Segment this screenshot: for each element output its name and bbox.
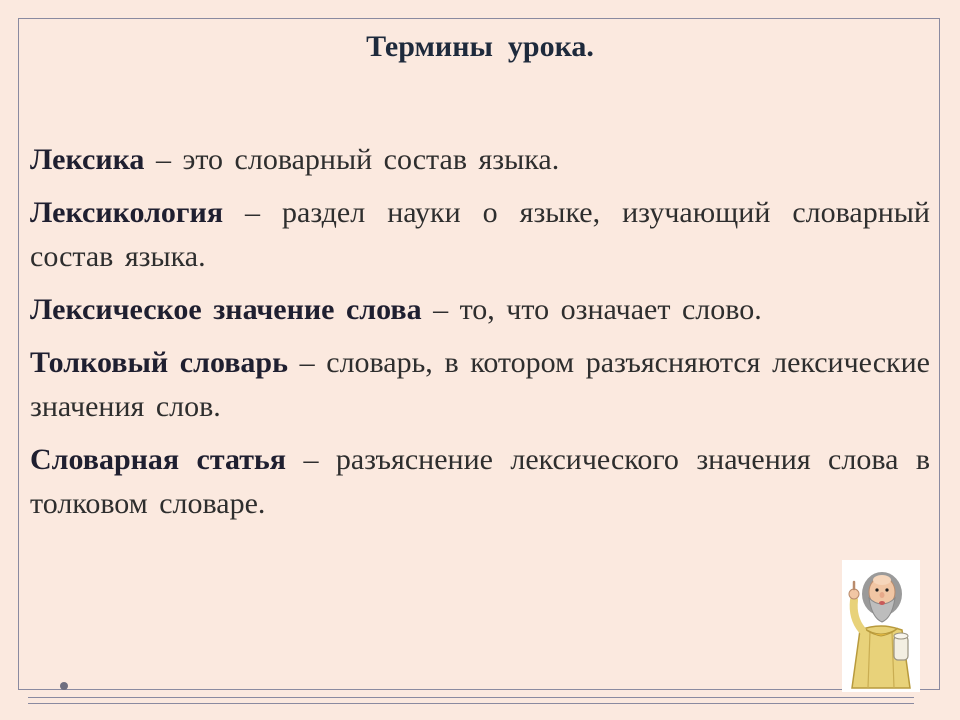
term-leksikologiya (30, 191, 930, 279)
term-name: Лексикология (30, 196, 224, 229)
bullet-dot (60, 682, 68, 690)
old-sage-scroll-icon (842, 560, 920, 692)
term-name: Лексика (30, 143, 145, 176)
term-tolkovyi-slovar (30, 341, 930, 429)
term-definition: – словарь, в котором разъясняются лексические значения слов. (30, 346, 930, 423)
term-definition: – это словарный состав языка. (144, 143, 560, 176)
term-name: Словарная статья (30, 443, 287, 476)
term-name: Толковый словарь (30, 346, 288, 379)
bottom-rule (28, 697, 914, 698)
term-lexika (30, 138, 930, 182)
term-leksicheskoe-znachenie (30, 288, 930, 332)
term-slovarnaya-statya (30, 438, 930, 526)
term-definition: – то, что означает слово. (421, 293, 762, 326)
term-definition: – раздел науки о языке, изучающий словарный состав языка. (30, 196, 930, 273)
slide-title: Термины урока. (366, 30, 594, 63)
term-definition: – разъяснение лексического значения слова в толковом словаре. (30, 443, 930, 520)
term-name: Лексическое значение слова (30, 293, 422, 326)
bottom-rule-secondary (28, 703, 914, 704)
terms-list (30, 138, 930, 535)
